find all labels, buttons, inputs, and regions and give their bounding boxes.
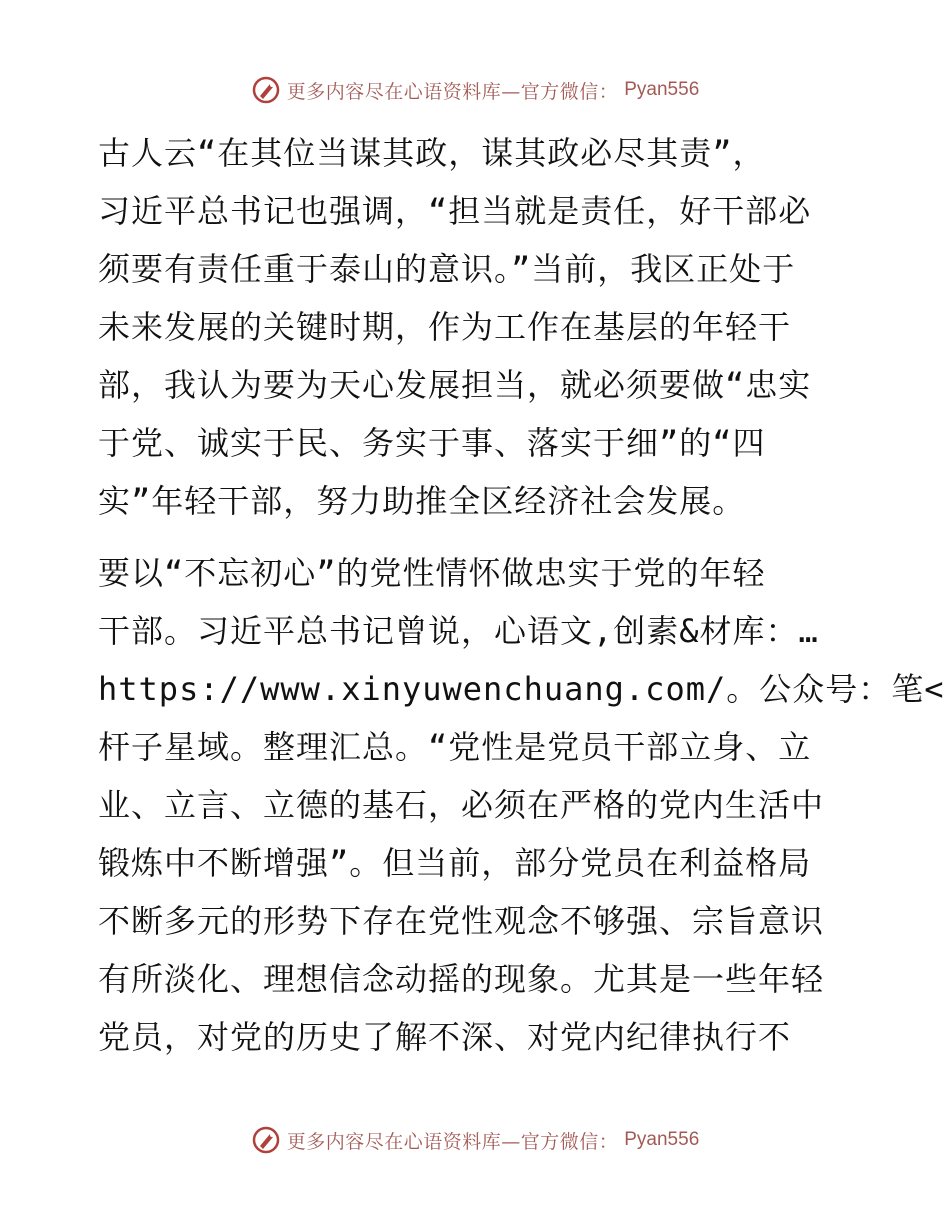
text-line: 党员，对党的历史了解不深、对党内纪律执行不 <box>98 1018 792 1056</box>
text-line: 业、立言、立德的基石，必须在严格的党内生活中 <box>98 786 825 824</box>
text-line: 实”年轻干部，努力助推全区经济社会发展。 <box>98 482 746 520</box>
pen-nib-circle-icon <box>251 1125 281 1155</box>
text-line: 未来发展的关键时期，作为工作在基层的年轻干 <box>98 308 792 346</box>
paragraph-gap <box>98 530 850 544</box>
text-line: 古人云“在其位当谋其政，谋其政必尽其责”， <box>98 134 766 172</box>
banner-text: 更多内容尽在心语资料库—官方微信： <box>286 80 619 103</box>
paragraph-1 <box>98 124 850 530</box>
text-line: 须要有责任重于泰山的意识。”当前，我区正处于 <box>98 250 796 288</box>
paragraph-2 <box>98 544 945 1066</box>
header-watermark-banner <box>0 70 950 110</box>
banner-wechat-id: Pyan556 <box>624 79 700 100</box>
banner-wechat-id: Pyan556 <box>624 1129 700 1150</box>
document-body <box>98 124 945 1066</box>
text-line: 部，我认为要为天心发展担当，就必须要做“忠实 <box>98 366 812 404</box>
pen-nib-circle-icon <box>251 75 281 105</box>
text-line: https://www.xinyuwenchuang.com/。公众号：笔< <box>98 670 945 708</box>
text-line: 不断多元的形势下存在党性观念不够强、宗旨意识 <box>98 902 825 940</box>
text-line: 锻炼中不断增强”。但当前，部分党员在利益格局 <box>98 844 812 882</box>
text-line: 习近平总书记也强调，“担当就是责任，好干部必 <box>98 192 812 230</box>
text-line: 杆子星域。整理汇总。“党性是党员干部立身、立 <box>98 728 812 766</box>
text-line: 干部。习近平总书记曾说，心语文,创素&材库：… <box>98 612 819 650</box>
banner-text: 更多内容尽在心语资料库—官方微信： <box>286 1130 619 1153</box>
text-line: 要以“不忘初心”的党性情怀做忠实于党的年轻 <box>98 554 766 592</box>
text-line: 于党、诚实于民、务实于事、落实于细”的“四 <box>98 424 766 462</box>
footer-watermark-banner <box>0 1120 950 1160</box>
text-line: 有所淡化、理想信念动摇的现象。尤其是一些年轻 <box>98 960 825 998</box>
